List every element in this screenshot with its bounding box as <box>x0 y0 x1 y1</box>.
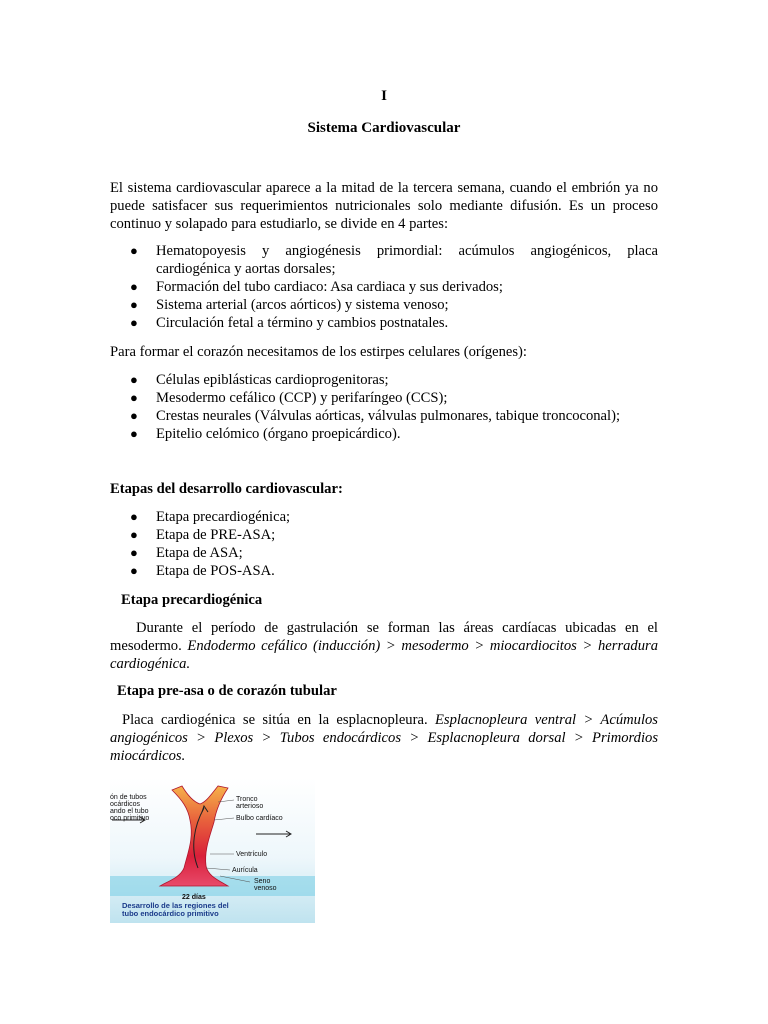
stages-heading: Etapas del desarrollo cardiovascular: <box>110 481 343 497</box>
list-item: ● Etapa de POS-ASA. <box>130 563 275 579</box>
label-ventriculo: Ventrículo <box>236 851 268 858</box>
list-item: ● Células epiblásticas cardioprogenitoras; <box>130 372 389 388</box>
bullet-icon: ● <box>130 372 138 387</box>
list-item: ● Etapa precardiogénica; <box>130 509 291 525</box>
chapter-title: Sistema Cardiovascular <box>307 120 461 136</box>
bullet-icon: ● <box>130 390 138 405</box>
bullet-icon: ● <box>130 563 138 578</box>
bullet-icon: ● <box>130 279 138 294</box>
list-item: ● Circulación fetal a término y cambios postnatales. <box>130 315 449 331</box>
label-tronco: Tronco <box>236 796 258 803</box>
list-item: ● Etapa de ASA; <box>130 545 243 561</box>
label-seno-2: venoso <box>254 885 277 892</box>
bullet-icon: ● <box>130 408 138 423</box>
bullet-icon: ● <box>130 297 138 312</box>
origins-paragraph: Para formar el corazón necesitamos de los estirpes celulares (orígenes): <box>110 344 527 360</box>
figure-left-label: ando el tubo <box>110 808 149 815</box>
precardiogenic-sequence: Endodermo cefálico (inducción) > mesodermo > miocardiocitos > herradura cardiogénica. <box>110 638 658 672</box>
figure-caption: Desarrollo de las regiones del tubo endocárdico primitivo <box>122 901 229 918</box>
list-item: ● Mesodermo cefálico (CCP) y perifaríngeo (CCS); <box>130 390 448 406</box>
label-bulbo: Bulbo cardíaco <box>236 815 283 822</box>
list-item: ● Crestas neurales (Válvulas aórticas, válvulas pulmonares, tabique troncoconal); <box>130 408 621 424</box>
preasa-sequence: Esplacnopleura ventral > Acúmulos angiogénicos > Plexos > Tubos endocárdicos > Esplacnopleura dorsal > Primordios miocárdicos. <box>110 712 658 764</box>
bullet-icon: ● <box>130 426 138 441</box>
bullet-icon: ● <box>130 315 138 330</box>
figure-left-label: ocárdicos <box>110 801 140 808</box>
label-auricula: Aurícula <box>232 867 258 874</box>
precardiogenic-heading: Etapa precardiogénica <box>121 592 263 608</box>
preasa-paragraph: Placa cardiogénica se sitúa en la esplacnopleura. Esplacnopleura ventral > Acúmulos angiogénicos > Plexos > Tubos endocárdicos > Esplacnopleura dorsal > Primordios miocárdicos. <box>110 712 658 764</box>
label-tronco-2: arterioso <box>236 803 264 810</box>
intro-paragraph: El sistema cardiovascular aparece a la mitad de la tercera semana, cuando el embrión ya no puede satisfacer sus requerimientos nutricionales solo mediante difusión. Es un proceso continuo y solapado para estudiarlo, se divide en 4 partes: <box>110 180 658 232</box>
list-item: ● Sistema arterial (arcos aórticos) y sistema venoso; <box>130 297 449 313</box>
precardiogenic-paragraph: Durante el período de gastrulación se forman las áreas cardíacas ubicadas en el mesodermo. Endodermo cefálico (inducción) > mesodermo > miocardiocitos > herradura cardiogénica. <box>110 620 658 672</box>
stages-list <box>110 508 658 580</box>
label-seno: Seno <box>254 878 271 885</box>
preasa-heading: Etapa pre-asa o de corazón tubular <box>117 683 337 699</box>
figure-left-label: ón de tubos <box>110 794 147 801</box>
bullet-icon: ● <box>130 545 138 560</box>
heart-tube-figure <box>110 778 315 923</box>
list-item: ● Epitelio celómico (órgano proepicárdico). <box>130 426 401 442</box>
list-item: ● Etapa de PRE-ASA; <box>130 527 276 543</box>
figure-left-label: oco primitivo <box>110 815 150 822</box>
list-item: ● Hematopoyesis y angiogénesis primordial: acúmulos angiogénicos, placa cardiogénica y aortas dorsales; <box>130 243 658 277</box>
parts-list <box>110 242 658 332</box>
list-item: ● Formación del tubo cardiaco: Asa cardiaca y sus derivados; <box>130 279 503 295</box>
bullet-icon: ● <box>130 527 138 542</box>
origins-list <box>110 371 658 443</box>
chapter-number: I <box>381 88 387 104</box>
bullet-icon: ● <box>130 243 138 258</box>
bullet-icon: ● <box>130 509 138 524</box>
label-days: 22 días <box>182 894 206 901</box>
